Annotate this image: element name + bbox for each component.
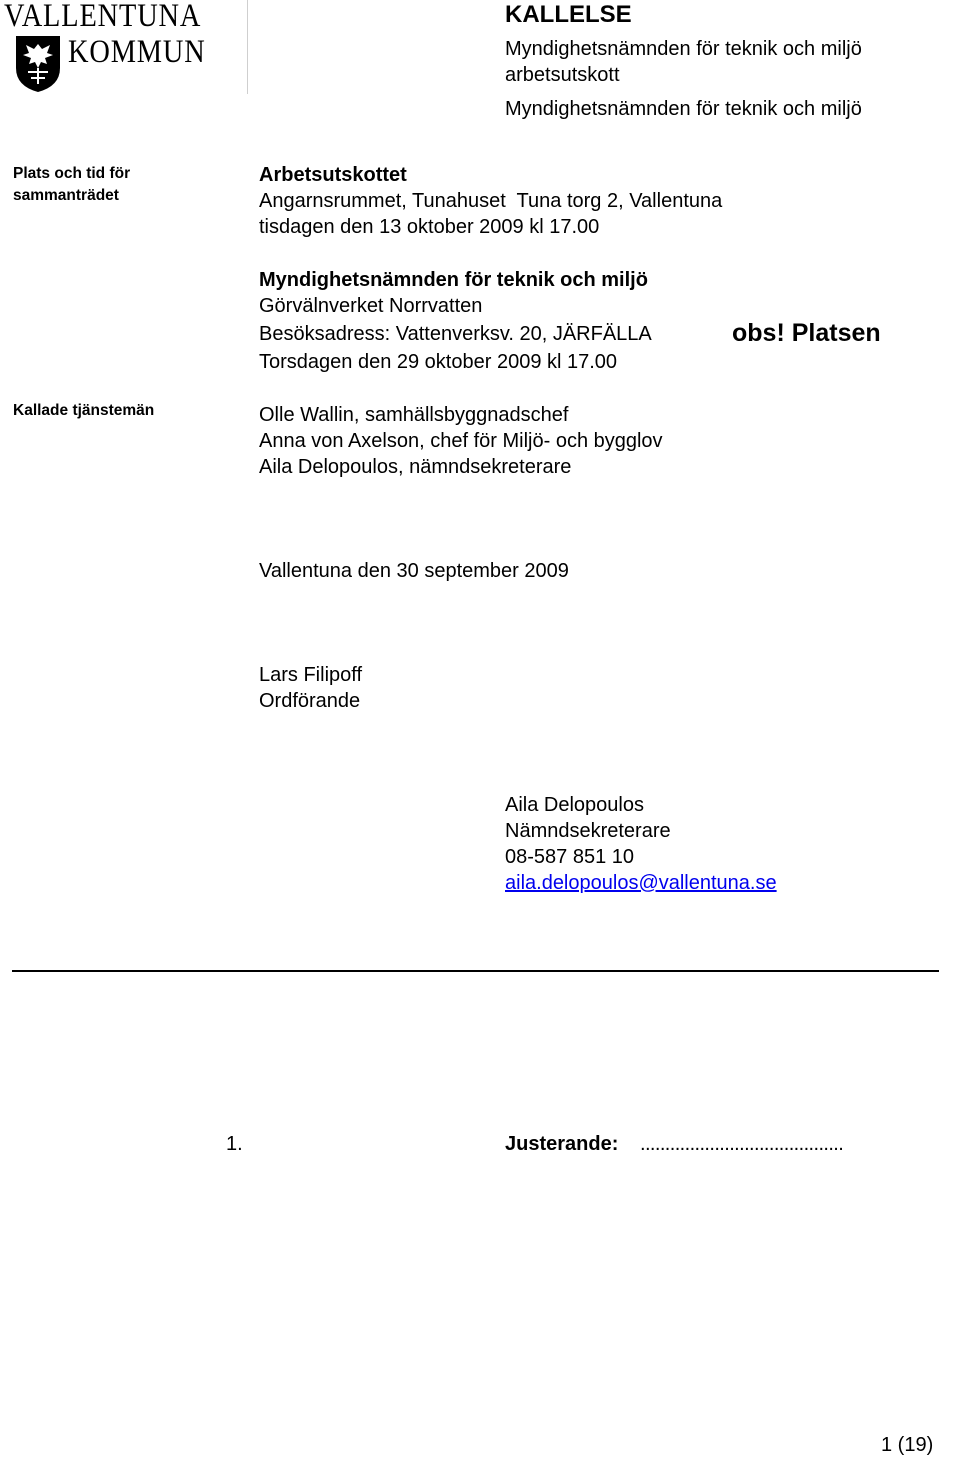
label-plats-och-tid: Plats och tid för sammanträdet <box>13 165 131 204</box>
header-line-3: Myndighetsnämnden för teknik och miljö <box>505 98 862 120</box>
meeting2-address: Besöksadress: Vattenverksv. 20, JÄRFÄLLA <box>259 323 652 345</box>
meeting1-time: tisdagen den 13 oktober 2009 kl 17.00 <box>259 216 600 238</box>
logo-wordmark-line1: VALLENTUNA <box>4 0 202 34</box>
justerande-label: Justerande: <box>505 1133 619 1155</box>
meeting1-place: Angarnsrummet, Tunahuset Tuna torg 2, Vallentuna <box>259 190 723 212</box>
official-item: Aila Delopoulos, nämndsekreterare <box>259 456 572 478</box>
header-line-2: arbetsutskott <box>505 64 620 86</box>
horizontal-rule <box>12 970 939 972</box>
document-title: KALLELSE <box>505 1 632 28</box>
label-kallade-tjanstemän: Kallade tjänstemän <box>13 402 155 419</box>
coat-of-arms-icon <box>14 34 62 94</box>
meeting2-title: Myndighetsnämnden för teknik och miljö <box>259 269 648 291</box>
secretary-name: Aila Delopoulos <box>505 794 644 816</box>
date-line: Vallentuna den 30 september 2009 <box>259 560 569 582</box>
item-number: 1. <box>226 1133 243 1155</box>
meeting2-time: Torsdagen den 29 oktober 2009 kl 17.00 <box>259 351 618 373</box>
logo-divider <box>247 0 248 94</box>
page-number: 1 (19) <box>881 1434 934 1456</box>
logo-wordmark-line2: KOMMUN <box>68 34 206 70</box>
meeting2-note: obs! Platsen <box>732 319 881 347</box>
meeting1-title: Arbetsutskottet <box>259 164 407 186</box>
secretary-email-link[interactable]: aila.delopoulos@vallentuna.se <box>505 872 777 894</box>
official-item: Olle Wallin, samhällsbyggnadschef <box>259 404 569 426</box>
secretary-phone: 08-587 851 10 <box>505 846 635 868</box>
meeting2-place: Görvälnverket Norrvatten <box>259 295 483 317</box>
chair-name: Lars Filipoff <box>259 664 363 686</box>
official-item: Anna von Axelson, chef för Miljö- och bygglov <box>259 430 663 452</box>
justerande-signature-line: ......................................... <box>640 1133 844 1155</box>
chair-title: Ordförande <box>259 690 361 712</box>
secretary-title: Nämndsekreterare <box>505 820 671 842</box>
header-line-1: Myndighetsnämnden för teknik och miljö <box>505 38 862 60</box>
